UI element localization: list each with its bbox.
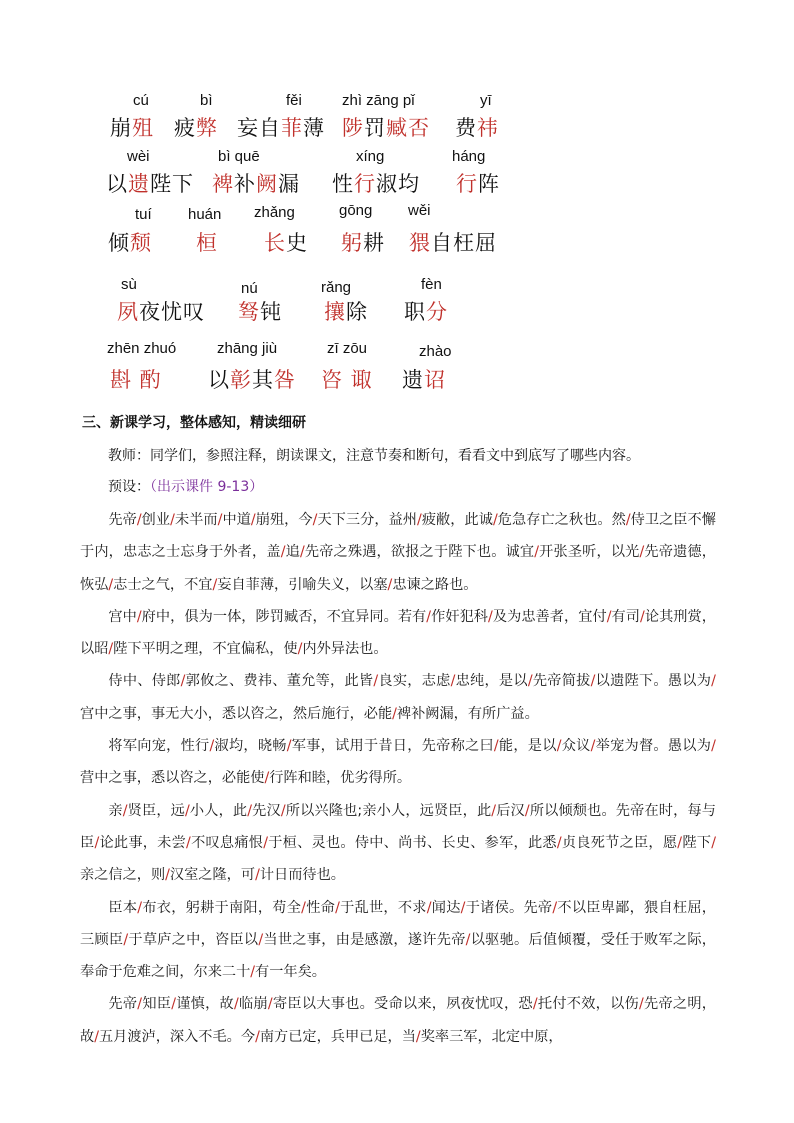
pause-mark: / [373,673,379,690]
pinyin: fěi [286,92,302,109]
pause-mark: / [123,931,129,948]
pause-mark: / [417,512,422,528]
pinyin: zhào [419,343,452,360]
vocab-word: 咨 诹 [321,368,373,392]
pause-mark: / [180,673,186,690]
vocab-word: 性行淑均 [332,172,420,196]
pause-mark: / [280,802,286,819]
pause-mark: / [184,802,190,819]
pinyin: yī [480,92,492,109]
paragraph: 侍中、侍郎/郭攸之、费祎、董允等，此皆/良实，志虑/忠纯，是以/先帝简拔/以遗陛下。愚以为/宫中之事，事无大小，悉以咨之，然后施行，必能/裨补阙漏，有所广益。 [80,673,716,722]
pause-mark: / [711,673,716,690]
pinyin: sù [121,276,137,293]
pause-mark: / [534,544,540,561]
paragraph: 臣本/布衣，躬耕于南阳，苟全/性命/于乱世，不求/闻达/于诸侯。先帝/不以臣卑鄙，猥自枉屈，三顾臣/于草庐之中，咨臣以/当世之事，由是感激，遂许先帝/以驱驰。后值倾覆，受任于败军之际，奉命于危难之间，尔来二十/有一年矣。 [80,899,716,981]
pause-mark: / [552,899,558,916]
paragraph: 亲/贤臣，远/小人，此/先汉/所以兴隆也;亲小人，远贤臣，此/后汉/所以倾颓也。先帝在时，每与臣/论此事，未尝/不叹息痛恨/于桓、灵也。侍中、尚书、长史、参军，此悉/贞良死节之臣，愿/陛下/亲之信之，则/汉室之隆，可/计日而待也。 [80,802,716,884]
pause-mark: / [286,738,292,755]
pause-mark: / [415,1028,421,1045]
pause-mark: / [711,834,716,851]
vocab-row-4 [0,276,794,336]
vocab-word: 斟 酌 [110,368,162,392]
pause-mark: / [250,964,256,981]
section-title: 三、新课学习，整体感知，精读细研 [82,415,306,431]
vocab-word: 费祎 [455,116,499,140]
vocab-word: 崩殂 [110,116,154,140]
pause-mark: / [136,608,142,625]
vocab-word: 攘除 [324,300,368,324]
vocab-word: 职分 [404,300,448,324]
paragraph: 先帝/知臣/谨慎，故/临崩/寄臣以大事也。受命以来，夙夜忧叹，恐/托付不效，以伤/先帝之明，故/五月渡泸，深入不毛。今/南方已定，兵甲已足，当/奖率三军，北定中原， [80,996,716,1045]
pause-mark: / [492,512,498,528]
pinyin: wèi [127,148,150,165]
pause-mark: / [209,738,215,755]
vocab-row-3 [0,202,794,262]
pinyin: bì quē [218,148,260,165]
pause-mark: / [212,576,218,593]
pinyin: zhì zāng pǐ [342,92,415,109]
vocab-word: 陟罚臧否 [342,116,430,140]
pause-mark: / [532,996,538,1013]
pause-mark: / [677,834,683,851]
vocab-word: 猥自枉屈 [409,231,497,255]
pause-mark: / [94,834,100,851]
pinyin: háng [452,148,486,165]
pause-mark: / [258,931,264,948]
pause-mark: / [556,834,562,851]
pause-mark: / [280,544,286,561]
pause-mark: / [301,899,306,916]
pause-mark: / [250,512,256,528]
pause-mark: / [625,512,631,528]
vocab-word: 躬耕 [341,231,385,255]
pause-mark: / [186,834,191,851]
pause-mark: / [247,802,253,819]
pinyin: zhǎng [254,204,295,221]
pinyin: huán [188,206,222,223]
pause-mark: / [108,641,114,658]
pause-mark: / [170,512,175,528]
pause-mark: / [263,834,268,851]
pinyin: wěi [408,202,431,219]
pause-mark: / [217,512,223,528]
paragraph: 先帝/创业/未半而/中道/崩殂，今/天下三分，益州/疲敝，此诚/危急存亡之秋也。然/侍卫之臣不懈于内，忠志之士忘身于外者，盖/追/先帝之殊遇，欲报之于陛下也。诚宜/开张圣听，以光/先帝遗德，恢弘/志士之气，不宜/妄自菲薄，引喻失义，以塞/忠谏之路也。 [80,512,716,593]
pause-mark: / [491,802,497,819]
vocab-row-1 [0,92,794,152]
pause-mark: / [465,931,471,948]
pause-mark: / [524,802,530,819]
vocab-word: 疲弊 [174,116,218,140]
pause-mark: / [297,641,303,658]
pinyin: fèn [421,276,442,293]
pause-mark: / [171,996,176,1013]
pause-mark: / [460,899,466,916]
vocab-word: 驽钝 [238,300,282,324]
pause-mark: / [392,705,397,722]
pinyin: nú [241,280,258,297]
pause-mark: / [426,899,432,916]
vocab-word: 遗诏 [402,368,446,392]
pause-mark: / [255,1028,260,1045]
pause-mark: / [267,996,273,1013]
pinyin: rǎng [321,279,352,296]
vocab-word: 长史 [264,231,308,255]
pause-mark: / [639,544,645,561]
preset-line [108,476,263,496]
vocab-word: 以遗陛下 [106,172,194,196]
pinyin: cú [133,92,149,109]
vocab-word: 以彰其咎 [208,368,296,392]
pause-mark: / [122,802,128,819]
pinyin: zī zōu [327,340,368,357]
pause-mark: / [640,608,645,625]
pause-mark: / [450,673,456,690]
pinyin: xíng [356,148,385,165]
pause-mark: / [108,576,114,593]
pause-mark: / [711,738,716,755]
pause-mark: / [590,673,596,690]
pause-mark: / [165,867,170,884]
pause-mark: / [255,867,260,884]
vocab-row-5 [0,340,794,400]
courseware-reference: （出示课件 9-13） [150,479,264,495]
vocab-word: 桓 [196,231,218,255]
pause-mark: / [94,1028,99,1045]
pinyin: bì [200,92,213,109]
pause-mark: / [426,608,432,625]
pause-mark: / [137,996,143,1013]
pause-mark: / [136,512,142,528]
pause-mark: / [606,608,612,625]
pause-mark: / [527,673,533,690]
pause-mark: / [299,544,305,561]
pause-mark: / [556,738,562,755]
pinyin: zhāng jiù [217,340,278,357]
pinyin: gōng [339,202,373,219]
teacher-prompt: 教师：同学们，参照注释，朗读课文，注意节奏和断句，看看文中到底写了哪些内容。 [108,448,640,464]
pinyin: zhēn zhuó [107,340,177,357]
paragraph: 宫中/府中，俱为一体，陟罚臧否，不宜异同。若有/作奸犯科/及为忠善者，宜付/有司/论其刑赏，以昭/陛下平明之理，不宜偏私，使/内外异法也。 [80,608,716,658]
vocab-word: 裨补阙漏 [212,172,300,196]
pause-mark: / [590,738,596,755]
vocab-word: 倾颓 [108,231,152,255]
vocab-row-2 [0,148,794,208]
pinyin: tuí [135,206,152,223]
pause-mark: / [335,899,340,916]
vocab-word: 行阵 [456,172,500,196]
pause-mark: / [493,738,499,755]
vocab-word: 夙夜忧叹 [117,300,205,324]
vocab-word: 妄自菲薄 [237,116,325,140]
pause-mark: / [488,608,493,625]
paragraph: 将军向宠，性行/淑均，晓畅/军事，试用于昔日，先帝称之曰/能，是以/众议/举宠为督。愚以为/营中之事，悉以咨之，必能使/行阵和睦，优劣得所。 [80,738,716,787]
pause-mark: / [264,770,270,787]
pause-mark: / [234,996,239,1013]
pause-mark: / [137,899,143,916]
pause-mark: / [638,996,644,1013]
pause-mark: / [312,512,318,528]
pause-mark: / [387,576,393,593]
preset-label: 预设： [108,479,150,495]
classical-text [80,504,716,1053]
